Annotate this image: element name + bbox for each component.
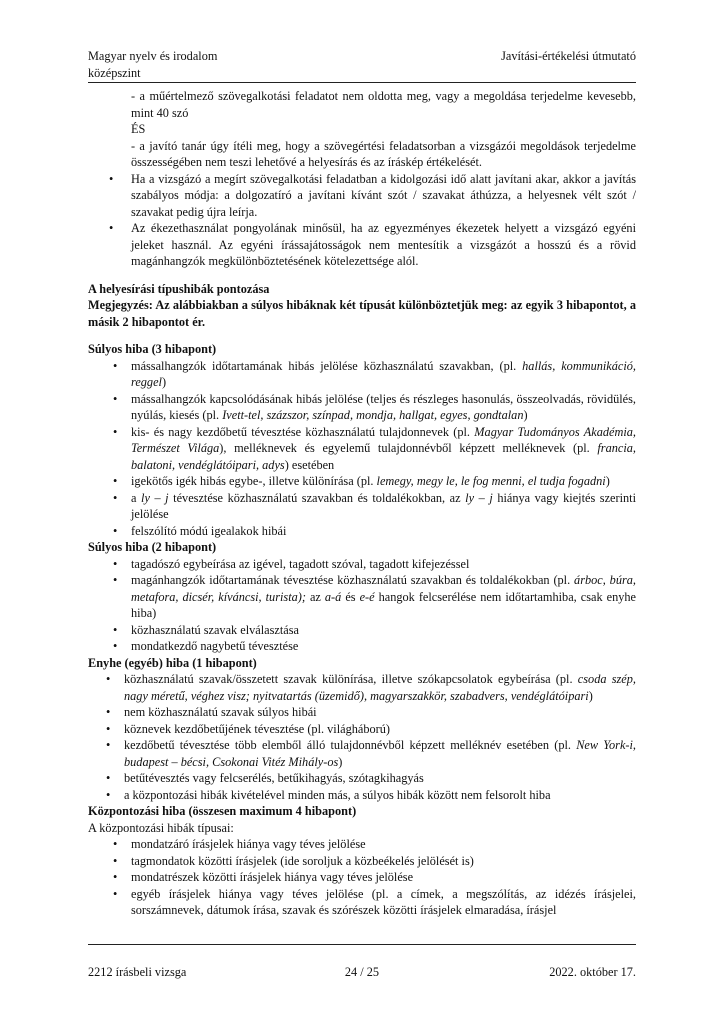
punctuation-intro: A központozási hibák típusai: (88, 820, 234, 835)
section-note: Megjegyzés: Az alábbiakban a súlyos hibáknak két típusát különböztetjük meg: az egyik 3 hibapontot, a másik 2 hibapontot ér. (88, 298, 636, 329)
header-level: középszint (88, 65, 141, 80)
intro-line: - a javító tanár úgy ítéli meg, hogy a szövegértési feladatsorban a vizsgázói megoldások terjedelme összességében nem teszi lehetővé a helyesírás és az íráskép értékelését. (131, 138, 636, 169)
list-item: • igekötős igék hibás egybe-, illetve különírása (pl. lemegy, megy le, le fog menni, el tudja fogadni) (88, 473, 636, 490)
intro-block (88, 88, 636, 171)
list-item: • betűtévesztés vagy felcserélés, betűkihagyás, szótagkihagyás (88, 770, 636, 787)
list-item: • tagmondatok közötti írásjelek (ide soroljuk a közbeékelés jelölését is) (88, 853, 636, 870)
spacer (88, 330, 636, 341)
list-item: • Ha a vizsgázó a megírt szövegalkotási feladatban a kidolgozási idő alatt javítani akar, akkor a javítás szabályos módja: a dolgozatíró a javítani kívánt szót / szavakat áthúzza, a helyesnek vélt szót / szavakat pedig újra leírja. (88, 171, 636, 221)
page-content (88, 88, 636, 919)
intro-line: - a műértelmező szövegalkotási feladatot nem oldotta meg, vagy a megoldása terjedelme kevesebb, mint 40 szó (131, 89, 636, 120)
list-3pt (88, 358, 636, 540)
list-2pt (88, 556, 636, 655)
list-item: • nem közhasználatú szavak súlyos hibái (88, 704, 636, 721)
list-1pt (88, 671, 636, 803)
list-item: • Az ékezethasználat pongyolának minősül, ha az egyezményes ékezetek helyett a vizsgázó egyéni jeleket használ. Az egyéni írássajátosságok nem mentesítik a vizsgázót a hosszú és a rövid magánhangzók megkülönböztetésének kötelezettsége alól. (88, 220, 636, 270)
list-item: • felszólító módú igealakok hibái (88, 523, 636, 540)
header-left (88, 48, 388, 81)
list-item: • tagadószó egybeírása az igével, tagadott szóval, tagadott kifejezéssel (88, 556, 636, 573)
list-item: • egyéb írásjelek hiánya vagy téves jelölése (pl. a címek, a megszólítás, az idézés írásjelei, sorszámnevek, dátumok írása, szavak és szórészek közötti írásjelek elmaradása, írásjel (88, 886, 636, 919)
list-item: • közhasználatú szavak elválasztása (88, 622, 636, 639)
footer-rule (88, 944, 636, 945)
list-item: • mondatrészek közötti írásjelek hiánya vagy téves jelölése (88, 869, 636, 886)
group-title-2pt: Súlyos hiba (2 hibapont) (88, 540, 217, 554)
list-item: • mássalhangzók időtartamának hibás jelölése közhasználatú szavakban, (pl. hallás, kommunikáció, reggel) (88, 358, 636, 391)
list-item: • a központozási hibák kivételével minden más, a súlyos hibák között nem felsorolt hiba (88, 787, 636, 804)
header-subject: Magyar nyelv és irodalom (88, 49, 218, 63)
group-title-3pt: Súlyos hiba (3 hibapont) (88, 342, 217, 356)
list-item: • magánhangzók időtartamának tévesztése közhasználatú szavakban és toldalékokban (pl. árboc, búra, metafora, dicsér, kíváncsi, turista); az a-á és e-é hangok felcserélése nem időtartamhiba, csak enyhe hiba) (88, 572, 636, 622)
group-title-punctuation: Központozási hiba (összesen maximum 4 hibapont) (88, 804, 357, 818)
footer-date: 2022. október 17. (549, 965, 636, 979)
list-item: • mondatkezdő nagybetű tévesztése (88, 638, 636, 655)
footer-page-number: 24 / 25 (344, 965, 380, 979)
footer-exam: 2212 írásbeli vizsga (88, 965, 187, 979)
list-item: • közhasználatú szavak/összetett szavak különírása, illetve szókapcsolatok egybeírása (pl. csoda szép, nagy méretű, véghez visz; nyitvatartás (üzemidő), magyarszakkör, szabadvers, vendéglátóipari) (88, 671, 636, 704)
intro-bullets (88, 171, 636, 270)
spacer (88, 270, 636, 281)
list-item: • köznevek kezdőbetűjének tévesztése (pl. világháború) (88, 721, 636, 738)
list-item: • a ly – j tévesztése közhasználatú szavakban és toldalékokban, az ly – j hiánya vagy kiejtés szerinti jelölése (88, 490, 636, 523)
intro-line: ÉS (131, 122, 146, 136)
header-rule (88, 82, 636, 83)
section-title: A helyesírási típushibák pontozása (88, 281, 270, 296)
list-item: • mondatzáró írásjelek hiánya vagy téves jelölése (88, 836, 636, 853)
list-item: • kis- és nagy kezdőbetű tévesztése közhasználatú tulajdonnevek (pl. Magyar Tudományos Akadémia, Természet Világa), melléknevek és egyelemű tulajdonnévből képzett melléknevek (pl. francia, balatoni, vendéglátóipari, adys) esetében (88, 424, 636, 474)
list-item: • kezdőbetű tévesztése több elemből álló tulajdonnévből képzett melléknév esetében (pl. New York-i, budapest – bécsi, Csokonai Vitéz Mihály-os) (88, 737, 636, 770)
header-title: Javítási-értékelési útmutató (501, 49, 636, 63)
group-title-1pt: Enyhe (egyéb) hiba (1 hibapont) (88, 655, 257, 670)
list-item: • mássalhangzók kapcsolódásának hibás jelölése (teljes és részleges hasonulás, összeolvadás, rövidülés, nyúlás, kiesés (pl. Ivett-tel, százszor, színpad, mondja, hallgat, egyes, gondtalan) (88, 391, 636, 424)
list-punctuation (88, 836, 636, 919)
